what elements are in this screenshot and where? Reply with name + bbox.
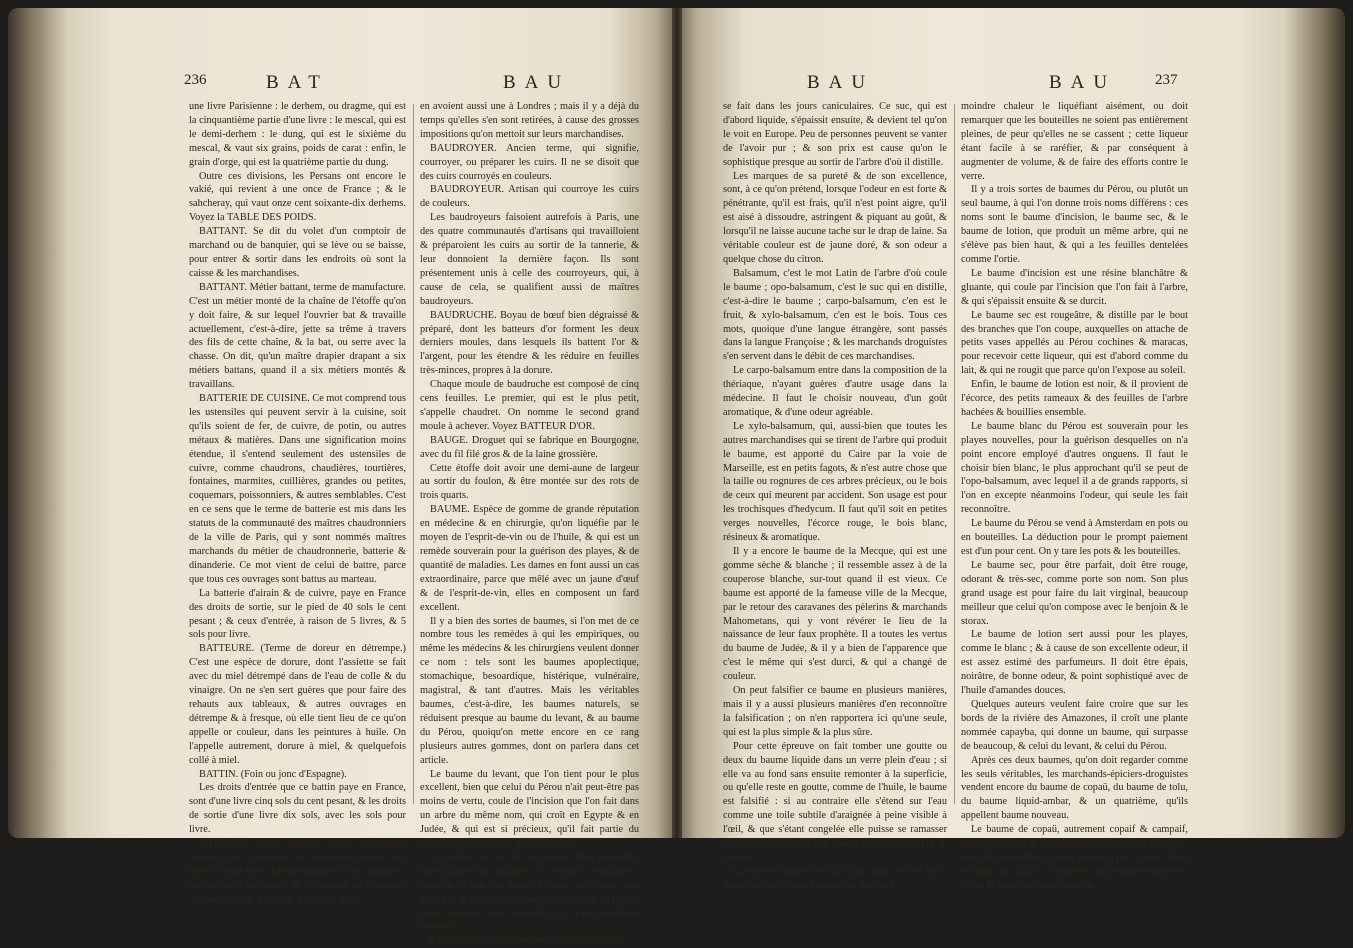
running-header-left: BAU [807, 72, 875, 93]
paragraph: Il y a trois sortes de baumes du Pérou, ou plutôt un seul baume, à qui l'on donne trois noms différens : ces noms sont le baume d'incision, le baume sec, & le baume de lotion, que produit un même arbre, qui ne s'élève pas bien haut, & qui a les feuilles dentelées comme l'ortie. [961, 184, 1188, 265]
paragraph: moindre chaleur le liquéfiant aisément, ou doit remarquer que les bouteilles ne soient pas entièrement pleines, de peur qu'elles ne se cassent ; cette liqueur étant facile à se raréfier, & par conséquent à augmenter de volume, & de faire des efforts contre le verre. [961, 101, 1188, 182]
paragraph: Cet arbre, qui est de la hauteur d'un grenadier, jette quantité de branches. Sa feuille, semblable à celle de la rue, est toujours verte. Ses fleurs sont blanches & en forme d'étoiles, d'où sortent de petites bayes pointues, dans lesquelles il y a une médiocre amande. [420, 851, 639, 933]
paragraph: Le xylo-balsamum, qui, aussi-bien que toutes les autres marchandises qui se tirent de l'arbre qui produit le baume, est apporté du Caire par la voie de Marseille, est en petits fagots, & n'est autre chose que la taille ou rognures de ces arbres précieux, ou le bois de ceux qui meurent par accident. Son usage est pour les trochisques d'hedycum. Il faut qu'il soit en petites verges nouvelles, l'écorce rouge, le bois blanc, résineux & aromatique. [723, 420, 947, 544]
paragraph: BAUDROYEUR. Artisan qui courroye les cuirs de couleurs. [420, 184, 639, 210]
paragraph: BATTANT. Se dit du volet d'un comptoir de marchand ou de banquier, qui se lève ou se baisse, pour entrer & sortir dans les endroits où sont la caisse & les marchandises. [189, 226, 406, 279]
paragraph: Les marques de sa pureté & de son excellence, sont, à ce qu'on prétend, lorsque l'odeur en est forte & pénétrante, qu'il est frais, qu'il n'est point aigre, qu'il est aisé à dissoudre, astringent & piquant au goût, & lorsqu'il ne laisse aucune tache sur le drap de laine. Sa véritable couleur est de jaune doré, & son odeur a quelque chose du citron. [723, 170, 947, 265]
text-column-1 [189, 100, 406, 907]
paragraph: Enfin, le baume de lotion est noir, & il provient de l'écorce, des petits rameaux & des feuilles de l'arbre hachées & bouillies ensemble. [961, 379, 1188, 418]
page-number: 237 [1155, 72, 1178, 88]
paragraph: Le baume de copaü, autrement copaif & campaif, vient du Brésil, & est envoyé en France, de Portugal, dans des bouteilles de terre pointues par le bout. Il est en huile, ou claire, ou épaisse : la première espèce est claire & blanche, d'une odeur de [961, 824, 1188, 891]
paragraph: Quelques auteurs veulent faire croire que sur les bords de la rivière des Amazones, il croît une plante nommée capayba, qui donne un baume, qui surpasse de beaucoup, & celui du levant, & celui du Pérou. [961, 698, 1188, 752]
left-page [8, 8, 676, 947]
paragraph: Le baume de lotion sert aussi pour les playes, comme le blanc ; & à cause de son excellente odeur, il est assez estimé des parfumeurs. Il doit être épais, noirâtre, de bonne odeur, & point sophistiqué avec de l'huile d'amandes douces. [961, 629, 1188, 697]
paragraph: Le baume du levant, que l'on tient pour le plus excellent, bien que celui du Pérou n'ait peut-être pas moins de vertu, coule de l'incision que l'on fait dans un arbre du même nom, qui croît en Egypte & en Judée, & qui est si précieux, qu'il fait partie du domaine particulier du grand seigneur. [420, 768, 639, 850]
paragraph: BATTORIE. Nom que les villes Anséatiques donnent aux comptoirs ou magasins qu'elles ont hors de chez elles. Les principales de ces battories, sont celles d'Archangel, de Novogrod, de Berghem, de Lisbonne, de Venise & d'Anvers. Elles [189, 838, 406, 905]
paragraph: On peut falsifier ce baume en plusieurs manières, mais il y a aussi plusieurs manières d'en reconnoître la falsification ; on n'en rapportera ici qu'une seule, qui est la plus simple & la plus sûre. [723, 685, 947, 738]
paragraph: BATTIN. (Foin ou jonc d'Espagne). [199, 768, 347, 780]
text-column-2 [420, 100, 639, 948]
paragraph: Chaque moule de baudruche est composé de cinq cens feuilles. Le premier, qui est le plus petit, s'appelle chaudret. On nomme le second grand moule à achever. Voyez BATTEUR D'OR. [420, 379, 639, 432]
paragraph: BATTERIE DE CUISINE. Ce mot comprend tous les ustensiles qui peuvent servir à la cuisine, soit qu'ils soient de fer, de cuivre, de potin, ou autres métaux & matières. Dans une signification moins étendue, il s'entend seulement des ustensiles de cuivre, comme chaudrons, chaudières, tourtières, fontaines, marmites, cuillières, grandes ou petites, coquemars, poissonniers, & autres semblables. C'est en ce sens que le terme de batterie est mis dans les statuts de la communauté des maîtres chaudronniers de la ville de Paris, qui y sont nommés maîtres marchands du métier de chaudronnerie, batterie & dinanderie. Ce mot vient de celui de battre, parce que tous ces ouvrages sont battus au marteau. [189, 393, 406, 585]
paragraph: Lorsque le baume est trop épais, pour le tirer de la bouteille, on n'a qu'à l'approcher du feu, la [723, 865, 947, 891]
paragraph: Cette étoffe doit avoir une demi-aune de largeur au sortir du foulon, & être montée sur des rots de trois quarts. [420, 462, 639, 502]
book-spread [8, 8, 1345, 947]
paragraph: Il y a encore le baume de la Mecque, qui est une gomme sèche & blanche ; il ressemble assez à de la couperose blanche, sur-tout quand il est vieux. Ce baume est apporté de la fameuse ville de la Mecque, par le retour des caravanes des pèlerins & marchands Mahometans, qui y vont révérer le lieu de la naissance de leur faux prophète. Il a toutes les vertus du baume de Judée, & il y a bien de l'apparence que c'est le même qui s'est durci, & qui a changé de couleur. [723, 546, 947, 683]
paragraph: une livre Parisienne : le derhem, ou dragme, qui est la cinquantième partie d'une livre : le mescal, qui est le demi-derhem : le dung, qui est le sixième du mescal, & vaut six grains, poids de carat : enfin, le grain d'orge, qui est la quatrième partie du dung. [189, 101, 406, 168]
running-header-right: BAU [1049, 72, 1117, 93]
paragraph: se fait dans les jours caniculaires. Ce suc, qui est d'abord liquide, s'épaissit ensuite, & devient tel qu'on le voit en Europe. Peu de personnes peuvent se vanter de l'avoir pur ; & son prix est cause qu'on le sophistique presque au sortir de l'arbre d'où il distille. [723, 101, 947, 168]
running-header-right: BAU [503, 72, 571, 93]
paragraph: BAUGE. Droguet qui se fabrique en Bourgogne, avec du fil filé gros & de la laine grossière. [420, 434, 639, 460]
paragraph: BAUME. Espèce de gomme de grande réputation en médecine & en chirurgie, qu'on liquéfie par le moyen de l'esprit-de-vin ou de l'huile, & qui est un remède souverain pour la guérison des playes, & de quantité de maladies. Les dames en font aussi un cas extraordinaire, parce que mêlé avec un jaune d'œuf & de l'esprit-de-vin, elles en composent un fard excellent. [420, 504, 639, 613]
column-rule [413, 104, 414, 804]
paragraph: Outre ces divisions, les Persans ont encore le vakié, qui revient à une once de France ; & le sahcheray, qui vaut onze cent soixante-dix derhems. Voyez la TABLE DES POIDS. [189, 170, 406, 224]
paragraph: en avoient aussi une à Londres ; mais il y a déjà du temps qu'elles s'en sont retirées, à cause des grosses impositions qu'on mettoit sur leurs marchandises. [420, 101, 639, 140]
column-rule [954, 104, 955, 804]
paragraph: Le carpo-balsamum entre dans la composition de la thériaque, n'ayant guères d'autre usage dans la médecine. Il faut le choisir nouveau, d'un goût aromatique, & d'une odeur agréable. [723, 365, 947, 418]
right-page [677, 8, 1345, 891]
text-column-2 [961, 100, 1188, 893]
running-header-left: BAT [266, 72, 329, 93]
paragraph: La batterie d'airain & de cuivre, paye en France des droits de sortie, sur le pied de 40 sols le cent pesant ; & ceux d'entrée, à raison de 5 livres, & 5 sols pour livre. [189, 587, 406, 641]
paragraph: BATTEURE. (Terme de doreur en détrempe.) C'est une espèce de dorure, dont l'assiette se fait avec du miel détrempé dans de l'eau de colle & du vinaigre. On ne s'en sert guères que pour faire des rehauts aux tableaux, & autres ouvrages en détrempe & à fresque, où elle tient lieu de ce qu'on appelle or couleur, dans les peintures à huile. On l'appelle autrement, dorure à miel, & quelquefois collé à miel. [189, 643, 406, 766]
paragraph: BAUDROYER. Ancien terme, qui signifie, courroyer, ou préparer les cuirs. Il ne se disoit que des cuirs courroyés en couleurs. [420, 142, 639, 182]
paragraph: Le baume blanc du Pérou est souverain pour les playes nouvelles, pour la guérison desquelles on n'a point encore employé d'autres onguens. Il faut le choisir bien blanc, le plus approchant qu'il se peut de l'opo-balsamum, avec lequel il a de grands rapports, si l'on en excepte néanmoins l'odeur, qui seule les fait reconnoître. [961, 420, 1188, 516]
paragraph: BAUDRUCHE. Boyau de bœuf bien dégraissé & préparé, dont les batteurs d'or forment les deux derniers moules, dans lesquels ils battent l'or & l'argent, pour les étendre & les réduire en feuilles très-minces, propres à la dorure. [420, 309, 639, 377]
page-number: 236 [184, 72, 207, 88]
paragraph: Il y a bien des sortes de baumes, si l'on met de ce nombre tous les remèdes à qui les empiriques, ou même les médecins & les chirurgiens veulent donner ce nom : tels sont les baumes apoplectique, stomachique, besoardique, histérique, vulnéraire, magistral, & tant d'autres. Mais les véritables baumes, c'est-à-dire, les baumes naturels, se réduisent presque au baume du levant, & au baume du Pérou, quoiqu'on mette encore en ce rang plusieurs autres gommes, dont on parlera dans cet article. [420, 615, 639, 766]
paragraph: BATTANT. Métier battant, terme de manufacture. C'est un métier monté de la chaîne de l'étoffe qu'on y doit faire, & sur lequel l'ouvrier bat & travaille actuellement, c'est-à-dire, jette sa trême à travers des fils de cette chaîne, & la bat, ou serre avec la chasse. On dit, qu'un maître drapier drapant a six métiers battans, quand il a six métiers montés & travaillans. [189, 281, 406, 391]
text-column-1 [723, 100, 947, 893]
paragraph: Après ces deux baumes, qu'on doit regarder comme les seuls véritables, les marchands-épiciers-droguistes vendent encore du baume de copaü, du baume de tolu, du baume liquid-ambar, & un quatrième, qu'ils appellent baume nouveau. [961, 754, 1188, 822]
paragraph: Les baudroyeurs faisoient autrefois à Paris, une des quatre communautés d'artisans qui travailloient & préparoient les cuirs au sortir de la tannerie, & leur donnoient la dernière façon. Ils sont présentement unis à celle des courroyeurs, qui, à cause de cela, se qualifient aussi de maîtres baudroyeurs. [420, 212, 639, 307]
book-gutter [672, 8, 682, 838]
paragraph: Le baume du Pérou se vend à Amsterdam en pots ou en bouteilles. La déduction pour le prompt paiement est d'un pour cent. On y tare les pots & les bouteilles. [961, 518, 1188, 557]
paragraph: Pour cette épreuve on fait tomber une goutte ou deux du baume liquide dans un verre plein d'eau ; si elle va au fond sans ensuite remonter à la superficie, ou qu'elle reste en goutte, comme de l'huile, le baume est falsifié : si au contraire elle s'étend sur l'eau comme une toile subtile d'araignée à peine visible à l'œil, & que s'étant congelée elle puisse se ramasser avec une épingle ou une paille, le baume est pur & naturel. [723, 740, 947, 863]
paragraph: Balsamum, c'est le mot Latin de l'arbre d'où coule le baume ; opo-balsamum, c'est le suc qui en distille, c'est-à-dire le baume ; carpo-balsamum, c'en est le fruit, & xylo-balsamum, c'en est le bois. Tous ces mots, quoique d'une langue étrangère, sont passés dans la langue Françoise ; & les marchands droguistes s'en servent dans le débit de ces marchandises. [723, 267, 947, 363]
paragraph: Le baume sec est rougeâtre, & distille par le bout des branches que l'on coupe, auxquelles on attache de petits vases appellés au Pérou cochines & maracas, pour recevoir cette liqueur, qui est d'abord comme du lait, & qui ne rougit que parce qu'on l'expose au soleil. [961, 309, 1188, 377]
paragraph: L'incision par où coule cette admirable gomme, [430, 935, 626, 947]
paragraph: Le baume d'incision est une résine blanchâtre & gluante, qui coule par l'incision que l'on fait à l'arbre, & qui s'épaissit ensuite & se durcit. [961, 267, 1188, 307]
paragraph: Les droits d'entrée que ce battin paye en France, sont d'une livre cinq sols du cent pesant, & les droits de sortie d'une livre dix sols, avec les sols pour livre. [189, 782, 406, 836]
paragraph: Le baume sec, pour être parfait, doit être rouge, odorant & très-sec, comme porte son nom. Son plus grand usage est pour faire du lait virginal, beaucoup meilleur que celui qu'on compose avec le benjoin & le storax. [961, 559, 1188, 627]
